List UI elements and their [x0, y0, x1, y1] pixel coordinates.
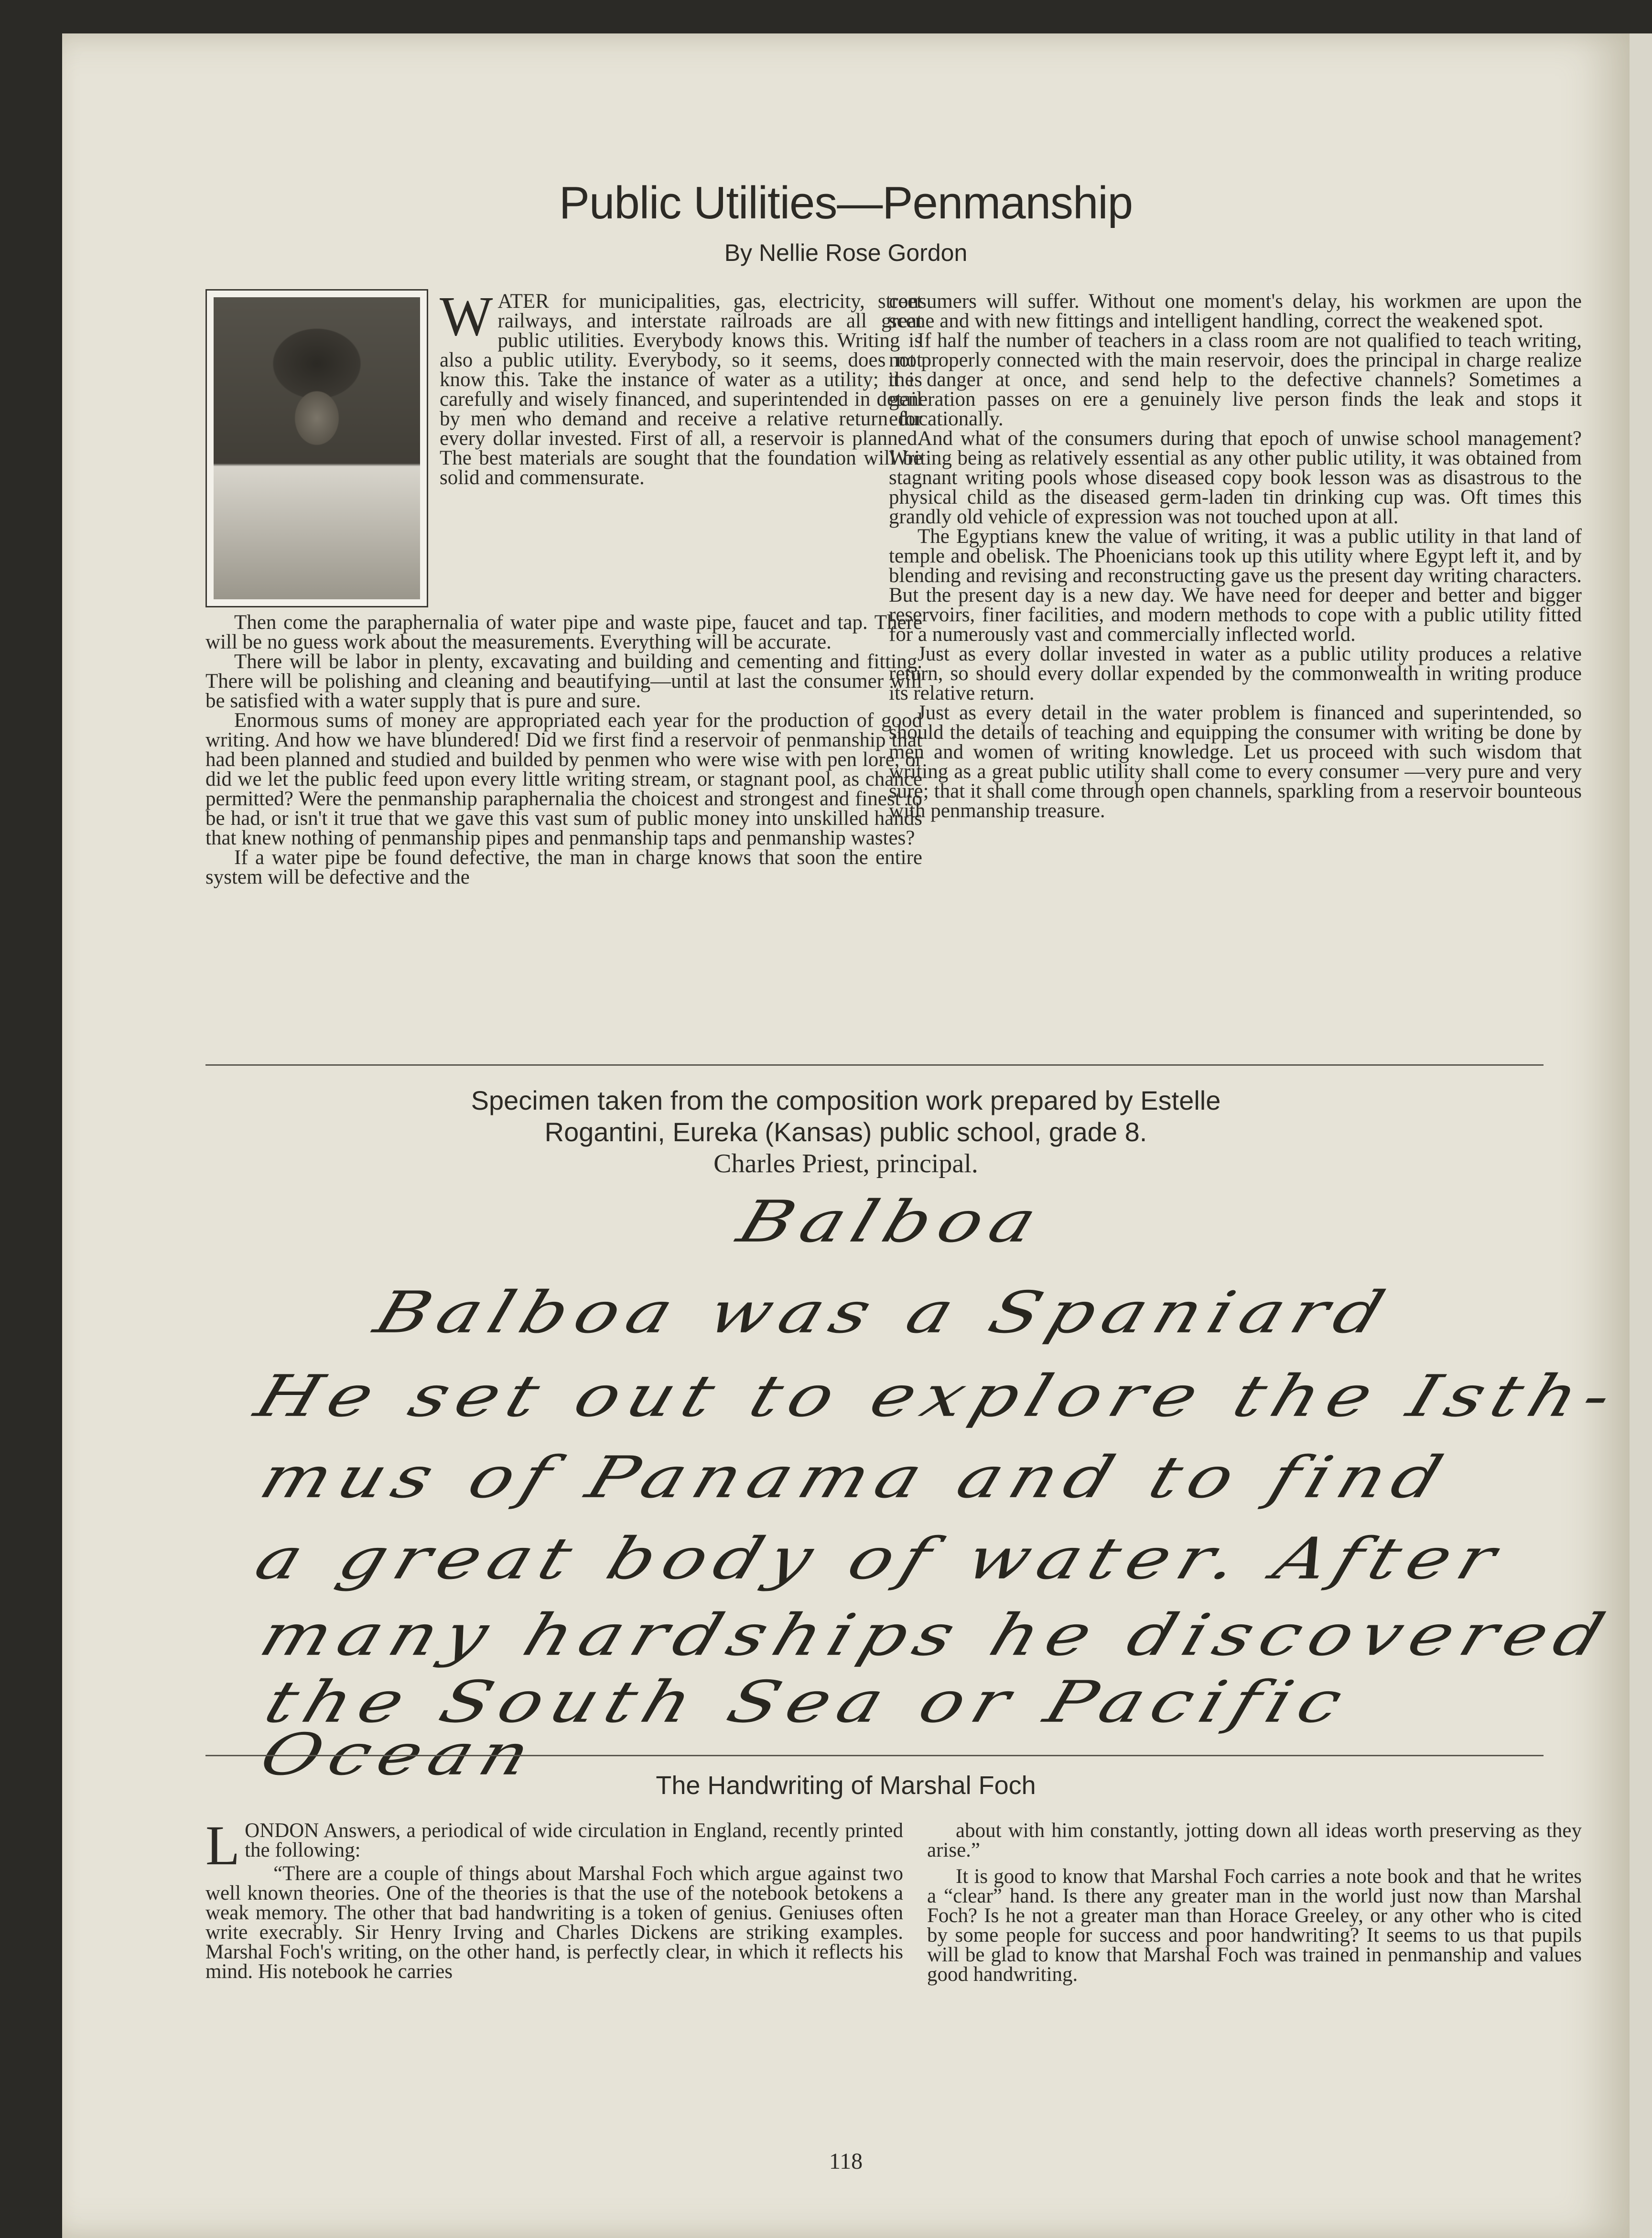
dropcap-w: W	[440, 285, 493, 347]
article2-para-1: LONDON Answers, a periodical of wide circulation in England, recently printed the following:	[205, 1814, 903, 1877]
foch-article-title: The Handwriting of Marshal Foch	[656, 1771, 1036, 1800]
specimen-caption	[62, 1085, 1630, 1179]
article1-left-top	[440, 285, 922, 489]
magazine-page	[62, 33, 1630, 2238]
article1-right-para-3: And what of the consumers during that epoch of unwise school management? Writing being as relatively essential as any other public utility, it was obtained from stagnant writing pools whose diseased copy book lesson was as disastrous to the physical child as the diseased germ-laden tin drinking cup was. Oft times this grandly old vehicle of expression was not touched upon at all.	[889, 427, 1582, 528]
article1-left-bottom	[205, 613, 922, 887]
article1-right-para-1: consumers will suffer. Without one moment's delay, his workmen are upon the scene and with new fittings and intelligent handling, correct the weakened spot.	[889, 290, 1582, 332]
article2-right-para-1: about with him constantly, jotting down all ideas worth preserving as they arise.”	[927, 1819, 1582, 1861]
divider-2	[205, 1755, 1544, 1756]
handwriting-line-4: a great body of water. After	[247, 1525, 1513, 1592]
specimen-caption-line-3: Charles Priest, principal.	[713, 1149, 978, 1178]
specimen-caption-line-2: Rogantini, Eureka (Kansas) public school, grade 8.	[544, 1117, 1147, 1147]
article2-right-col	[927, 1821, 1582, 1984]
article1-para-3: There will be labor in plenty, excavating and building and cementing and fitting. There will be polishing and cleaning and beautifying—until at last the consumer will be satisfied with a water supply that is pure and sure.	[205, 650, 922, 712]
handwriting-line-6: the South Sea or Pacific	[257, 1669, 1359, 1736]
author-portrait	[205, 289, 428, 607]
article2-para-2: “There are a couple of things about Marshal Foch which argue against two well known theories. One of the theories is that the use of the notebook betokens a weak memory. The other that bad handwriting is a token of genius. Geniuses often write execrably. Sir Henry Irving and Charles Dickens are striking examples. Marshal Foch's writing, on the other hand, is perfectly clear, in which it reflects his mind. His notebook he carries	[205, 1862, 903, 1983]
dropcap-l: L	[205, 1814, 240, 1877]
handwriting-line-7: Ocean	[252, 1721, 547, 1788]
article-byline: By Nellie Rose Gordon	[724, 239, 968, 266]
article1-right-para-2: If half the number of teachers in a class room are not qualified to teach writing, not properly connected with the main reservoir, does the principal in charge realize the danger at once, and send help to the defective channels? Sometimes a generation passes on ere a genuinely live person finds the leak and stops it educationally.	[889, 329, 1582, 430]
page-number: 118	[829, 2149, 863, 2174]
article1-para-1: WATER for municipalities, gas, electricity, street railways, and interstate railroads are all great public utilities. Everybody knows this. Writing is also a public utility. Everybody, so it seems, does not know this. Take the instance of water as a utility; it is carefully and wisely financed, and superintended in detail by men who demand and receive a relative return for every dollar invested. First of all, a reservoir is planned. The best materials are sought that the foundation will be solid and commensurate.	[440, 285, 922, 489]
handwriting-title: Balboa	[730, 1189, 1054, 1255]
handwriting-line-2: He set out to explore the Isth-	[247, 1363, 1629, 1430]
handwriting-line-1: Balboa was a Spaniard	[367, 1279, 1401, 1346]
article-title: Public Utilities—Penmanship	[559, 177, 1133, 228]
article1-para-5: If a water pipe be found defective, the man in charge knows that soon the entire system will be defective and the	[205, 846, 922, 888]
article1-right-para-6: Just as every detail in the water problem is financed and superintended, so should the details of teaching and equipping the consumer with writing be done by men and women of writing knowledge. Let us proceed with such wisdom that writing as a great public utility shall come to every consumer —very pure and very sure; that it shall come through open channels, sparkling from a reservoir bounteous with penmanship treasure.	[889, 702, 1582, 822]
specimen-caption-line-1: Specimen taken from the composition work prepared by Estelle	[471, 1085, 1221, 1115]
article1-para-2: Then come the paraphernalia of water pipe and waste pipe, faucet and tap. There will be no guess work about the measurements. Everything will be accurate.	[205, 611, 922, 653]
divider-1	[205, 1064, 1544, 1066]
article1-right-para-4: The Egyptians knew the value of writing, it was a public utility in that land of temple and obelisk. The Phoenicians took up this utility where Egypt left it, and by blending and revising and reconstructing gave us the present day writing characters. But the present day is a new day. We have need for deeper and better and bigger reservoirs, finer facilities, and modern methods to cope with a public utility fitted for a numerously vast and commercially inflected world.	[889, 525, 1582, 646]
article1-para-4: Enormous sums of money are appropriated each year for the production of good writing. And how we have blundered! Did we first find a reservoir of penmanship that had been planned and studied and builded by penmen who were wise with pen lore, or did we let the public feed upon every little writing stream, or stagnant pool, as chance permitted? Were the penmanship paraphernalia the choicest and strongest and finest to be had, or isn't it true that we gave this vast sum of public money into unskilled hands that knew nothing of penmanship pipes and penmanship taps and penmanship wastes?	[205, 709, 922, 849]
handwriting-line-3: mus of Panama and to find	[252, 1444, 1459, 1511]
article2-left-col	[205, 1814, 903, 1983]
article2-right-para-2: It is good to know that Marshal Foch carries a note book and that he writes a “clear” hand. Is there any greater man in the world just now than Marshal Foch? Is he not a greater man than Horace Greeley, or any other who is cited by some people for success and poor handwriting? It seems to us that pupils will be glad to know that Marshal Foch was trained in penmanship and values good handwriting.	[927, 1865, 1582, 1986]
article1-right-para-5: Just as every dollar invested in water as a public utility produces a relative return, so should every dollar expended by the commonwealth in writing produce its relative return.	[889, 643, 1582, 704]
article1-right-col	[889, 292, 1582, 821]
handwriting-line-5: many hardships he discovered	[252, 1602, 1621, 1669]
